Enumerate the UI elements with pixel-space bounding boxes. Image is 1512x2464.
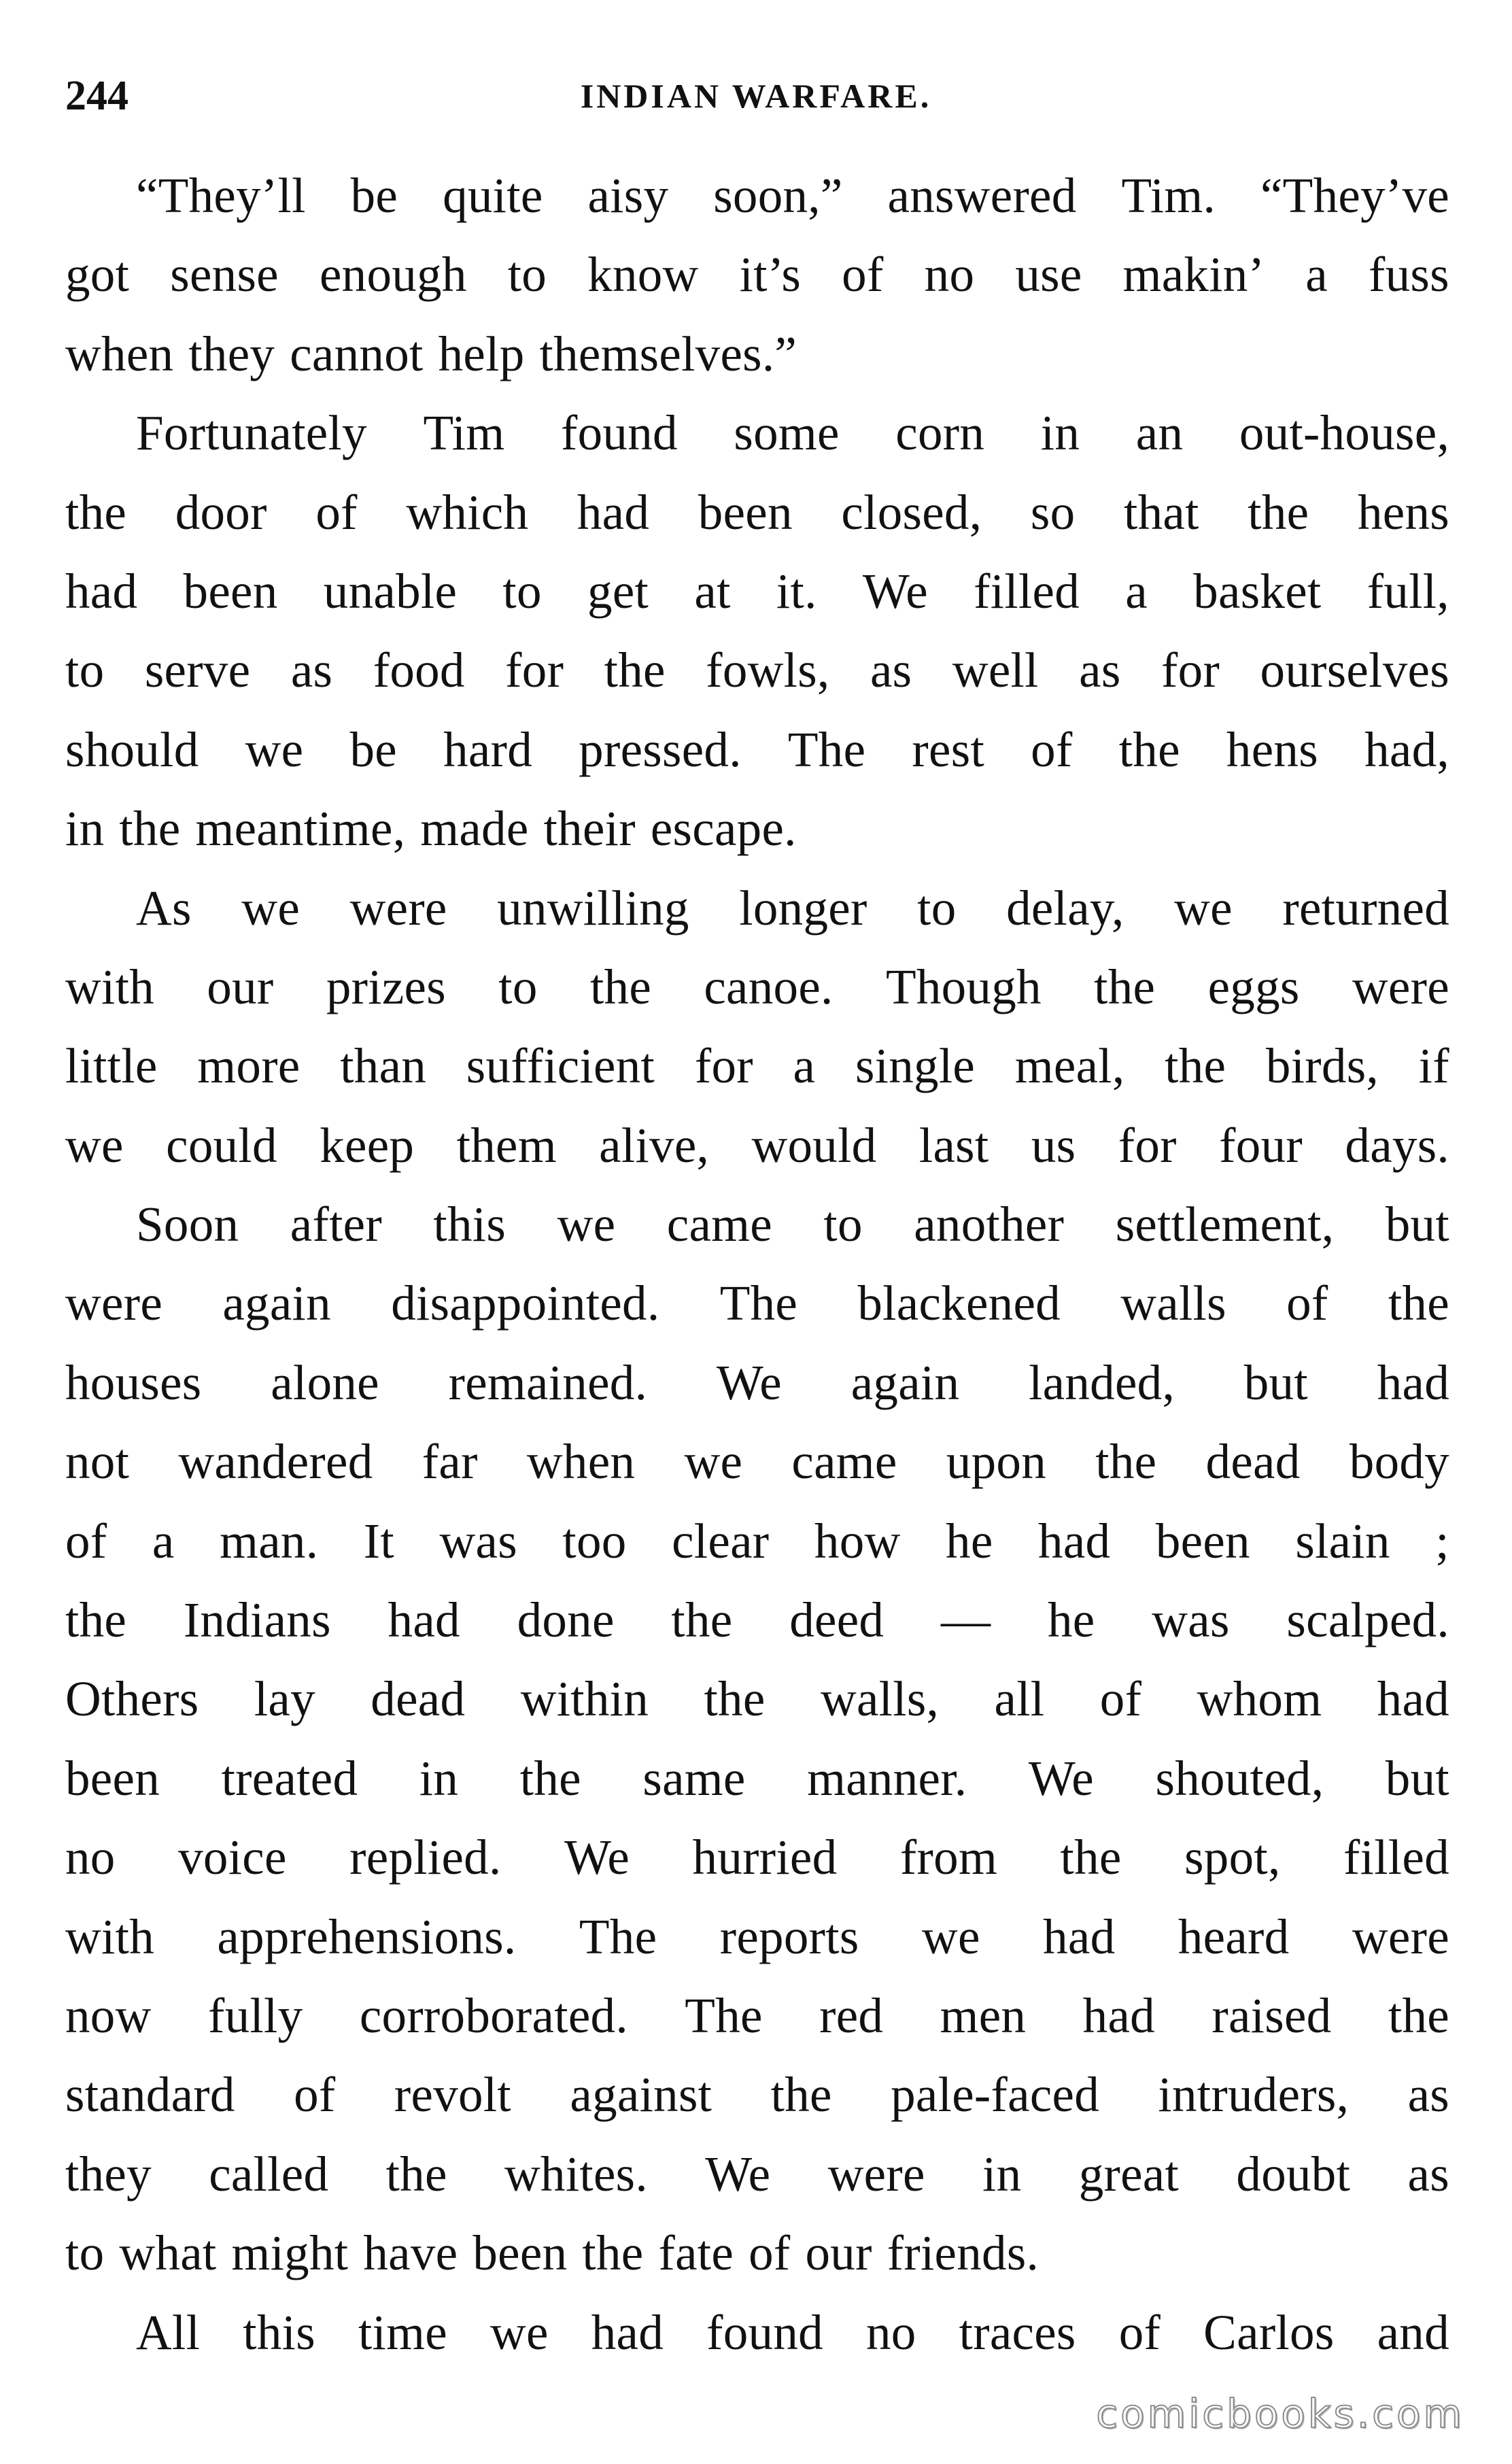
text-line: the door of which had been closed, so that the hens — [65, 484, 1449, 540]
text-line: little more than sufficient for a single meal, the birds, if — [65, 1038, 1449, 1094]
text-line: now fully corroborated. The red men had raised the — [65, 1987, 1449, 2043]
text-line: All this time we had found no traces of Carlos and — [136, 2304, 1449, 2360]
text-line: had been unable to get at it. We filled a basket full, — [65, 563, 1449, 619]
text-line: houses alone remained. We again landed, but had — [65, 1354, 1449, 1410]
page-number: 244 — [65, 73, 128, 119]
text-line: been treated in the same manner. We shouted, but — [65, 1750, 1449, 1806]
text-line: were again disappointed. The blackened walls of the — [65, 1276, 1449, 1331]
text-line: standard of revolt against the pale-faced intruders, as — [65, 2067, 1449, 2123]
text-line: the Indians had done the deed — he was scalped. — [65, 1592, 1449, 1648]
text-line: got sense enough to know it’s of no use makin’ a fuss — [65, 247, 1449, 303]
body-text — [65, 156, 1449, 2372]
text-line: As we were unwilling longer to delay, we returned — [136, 880, 1449, 936]
text-line: Fortunately Tim found some corn in an out-house, — [136, 405, 1449, 461]
text-line: not wandered far when we came upon the dead body — [65, 1434, 1449, 1490]
text-line: in the meantime, made their escape. — [65, 801, 797, 857]
text-line: to serve as food for the fowls, as well as for ourselves — [65, 643, 1449, 698]
running-title: INDIAN WARFARE. — [580, 77, 932, 115]
text-line: of a man. It was too clear how he had been slain ; — [65, 1513, 1449, 1569]
text-line: to what might have been the fate of our friends. — [65, 2225, 1040, 2281]
text-line: with apprehensions. The reports we had heard were — [65, 1909, 1449, 1964]
text-line: Others lay dead within the walls, all of whom had — [65, 1671, 1449, 1727]
text-line: they called the whites. We were in great doubt as — [65, 2146, 1449, 2202]
text-line: with our prizes to the canoe. Though the eggs were — [65, 959, 1449, 1014]
running-head — [65, 65, 1447, 126]
text-line: we could keep them alive, would last us for four days. — [65, 1117, 1449, 1173]
text-line: no voice replied. We hurried from the spot, filled — [65, 1830, 1449, 1885]
text-line: should we be hard pressed. The rest of the hens had, — [65, 721, 1449, 777]
text-line: “They’ll be quite aisy soon,” answered Tim. “They’ve — [136, 168, 1449, 223]
text-line: when they cannot help themselves.” — [65, 326, 797, 381]
watermark: comicbooks.com — [1096, 2391, 1464, 2437]
text-line: Soon after this we came to another settlement, but — [136, 1197, 1449, 1252]
